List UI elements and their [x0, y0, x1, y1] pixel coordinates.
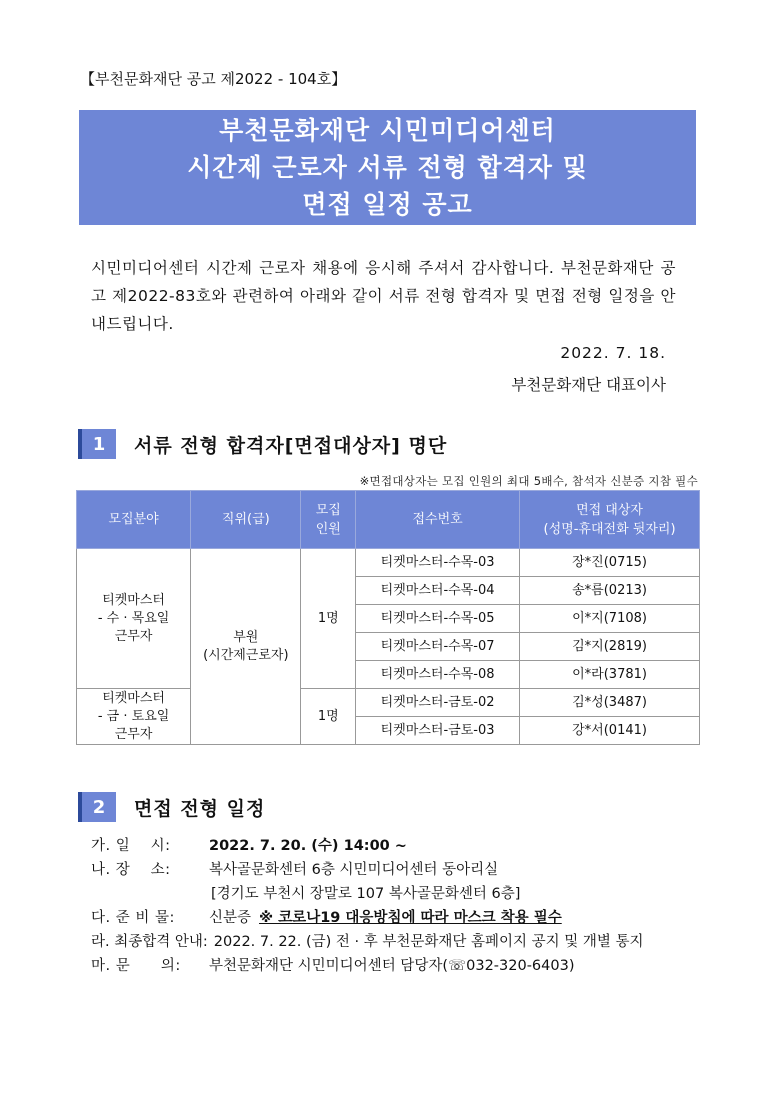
section-1-header	[78, 429, 447, 459]
candidate: 김*성(3487)	[520, 689, 700, 717]
header-receipt: 접수번호	[356, 491, 520, 549]
datetime-value: 2022. 7. 20. (수) 14:00 ~	[209, 838, 407, 854]
final-value: 2022. 7. 22. (금) 전 · 후 부천문화재단 홈페이지 공지 및 개별 통지	[213, 934, 644, 950]
prep-label: 다. 준 비 물:	[91, 910, 175, 926]
candidate: 강*서(0141)	[520, 717, 700, 745]
place-label: 나. 장 소:	[91, 862, 171, 878]
section-2-header	[78, 792, 265, 822]
candidate: 이*지(7108)	[520, 605, 700, 633]
candidate: 송*름(0213)	[520, 577, 700, 605]
schedule-final	[91, 930, 711, 954]
schedule-address	[91, 882, 711, 906]
section-1-title: 서류 전형 합격자[면접대상자] 명단	[134, 434, 448, 457]
section-1-number: 1	[78, 429, 116, 459]
section-2-title: 면접 전형 일정	[134, 797, 266, 820]
schedule-place	[91, 858, 711, 882]
header-candidate-text: 면접 대상자 (성명-휴대전화 뒷자리)	[543, 502, 676, 537]
schedule-datetime	[91, 834, 711, 858]
header-count	[301, 491, 356, 549]
contact-value: 부천문화재단 시민미디어센터 담당자(☏032-320-6403)	[209, 958, 575, 974]
position-text: 부원 (시간제근로자)	[203, 629, 289, 663]
group-1-field-text: 티켓마스터 - 수 · 목요일 근무자	[97, 592, 170, 644]
candidate: 김*지(2819)	[520, 633, 700, 661]
final-label: 라. 최종합격 안내:	[91, 934, 208, 950]
section-2-number: 2	[78, 792, 116, 822]
title-line-2: 시간제 근로자 서류 전형 합격자 및	[187, 153, 588, 182]
issuer: 부천문화재단 대표이사	[511, 376, 666, 394]
datetime-label: 가. 일 시:	[91, 838, 171, 854]
header-count-line-1: 모집 인원	[315, 502, 341, 537]
group-2-field-text: 티켓마스터 - 금 · 토요일 근무자	[97, 690, 170, 742]
candidate-table	[76, 490, 700, 745]
position-cell	[191, 549, 301, 745]
group-2-field	[77, 689, 191, 745]
table-row	[77, 549, 700, 577]
mask-notice: ※ 코로나19 대응방침에 따라 마스크 착용 필수	[259, 910, 562, 926]
receipt-number: 티켓마스터-금토-03	[356, 717, 520, 745]
prep-value: 신분증	[209, 910, 252, 926]
header-candidate	[520, 491, 700, 549]
receipt-number: 티켓마스터-수목-03	[356, 549, 520, 577]
receipt-number: 티켓마스터-수목-07	[356, 633, 520, 661]
candidate: 장*진(0715)	[520, 549, 700, 577]
contact-label: 마. 문 의:	[91, 958, 181, 974]
receipt-number: 티켓마스터-수목-04	[356, 577, 520, 605]
table-row	[77, 689, 700, 717]
candidate: 이*라(3781)	[520, 661, 700, 689]
table-header-row	[77, 491, 700, 549]
title-line-1: 부천문화재단 시민미디어센터	[219, 116, 556, 145]
schedule-contact	[91, 954, 711, 978]
intro-paragraph: 시민미디어센터 시간제 근로자 채용에 응시해 주셔서 감사합니다. 부천문화재단 공고 제2022-83호와 관련하여 아래와 같이 서류 전형 합격자 및 면접 전형 일정을 안내드립니다.	[91, 259, 676, 333]
title-line-3: 면접 일정 공고	[302, 190, 473, 219]
place-value: 복사골문화센터 6층 시민미디어센터 동아리실	[209, 862, 499, 878]
receipt-number: 티켓마스터-금토-02	[356, 689, 520, 717]
receipt-number: 티켓마스터-수목-05	[356, 605, 520, 633]
group-1-count: 1명	[301, 549, 356, 689]
title-banner	[79, 110, 696, 225]
header-position: 직위(급)	[191, 491, 301, 549]
interview-note: ※면접대상자는 모집 인원의 최대 5배수, 참석자 신분증 지참 필수	[359, 474, 698, 488]
receipt-number: 티켓마스터-수목-08	[356, 661, 520, 689]
schedule-prep	[91, 906, 711, 930]
interview-schedule	[91, 834, 711, 978]
header-field: 모집분야	[77, 491, 191, 549]
notice-date: 2022. 7. 18.	[560, 344, 666, 362]
place-address: [경기도 부천시 장말로 107 복사골문화센터 6층]	[211, 886, 521, 902]
group-2-count: 1명	[301, 689, 356, 745]
group-1-field	[77, 549, 191, 689]
notice-number: 【부천문화재단 공고 제2022 - 104호】	[80, 70, 347, 88]
